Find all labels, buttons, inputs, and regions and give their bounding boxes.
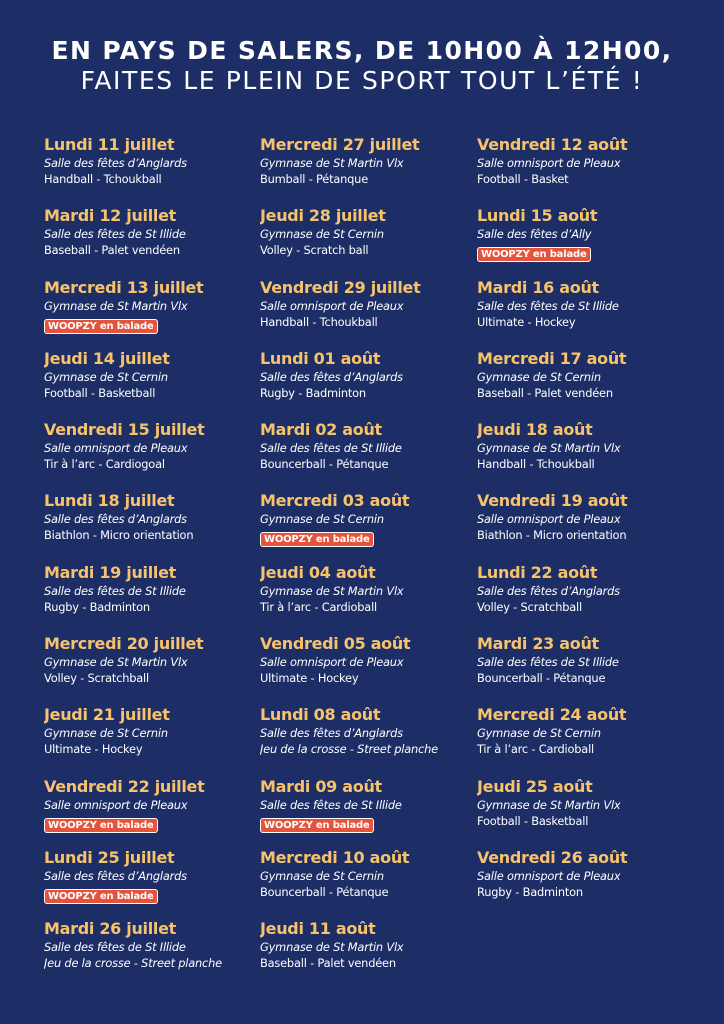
schedule-entry: [477, 419, 687, 490]
event-venue: Salle des fêtes de St Illide: [44, 227, 186, 242]
page-header: [0, 36, 724, 96]
event-venue: Salle omnisport de Pleaux: [477, 512, 621, 527]
event-venue: Salle des fêtes d’Anglards: [260, 726, 403, 741]
event-sports: Tir à l’arc - Cardioball: [260, 599, 378, 614]
event-sports: Volley - Scratchball: [477, 599, 582, 614]
event-sports: Handball - Tchoukball: [260, 314, 378, 329]
event-venue: Salle des fêtes de St Illide: [260, 441, 402, 456]
schedule-entry: [260, 205, 470, 276]
event-date: Vendredi 12 août: [477, 135, 628, 154]
event-venue: Salle des fêtes d’Anglards: [44, 868, 187, 883]
event-sports: Football - Basketball: [44, 385, 156, 400]
event-venue: Gymnase de St Martin Vlx: [477, 441, 621, 456]
event-venue: Salle des fêtes de St Illide: [477, 655, 619, 670]
schedule-entry: [477, 633, 687, 704]
event-sports: Baseball - Palet vendéen: [477, 385, 613, 400]
schedule-entry: [477, 205, 687, 276]
event-venue: Salle des fêtes d’Anglards: [44, 156, 187, 170]
schedule-entry: [44, 847, 254, 918]
event-venue: Gymnase de St Martin Vlx: [260, 940, 404, 955]
event-venue: Gymnase de St Cernin: [260, 868, 384, 883]
event-date: Mercredi 27 juillet: [260, 135, 420, 154]
event-venue: Salle omnisport de Pleaux: [260, 298, 404, 313]
event-sports: Tir à l’arc - Cardioball: [477, 742, 595, 757]
event-date: Mercredi 24 août: [477, 705, 627, 725]
event-venue: Gymnase de St Cernin: [477, 369, 601, 384]
event-date: Jeudi 18 août: [477, 420, 593, 440]
schedule-entry: [260, 419, 470, 490]
woopzy-badge: WOOPZY en balade: [44, 319, 158, 334]
event-sports: Baseball - Palet vendéen: [260, 956, 396, 971]
schedule-entry: [44, 134, 254, 205]
schedule-entry: [44, 633, 254, 704]
event-venue: Salle des fêtes d’Ally: [477, 227, 592, 242]
event-date: Mercredi 17 août: [477, 348, 627, 368]
event-sports: Ultimate - Hockey: [44, 742, 143, 757]
event-date: Vendredi 19 août: [477, 491, 628, 511]
subheadline: FAITES LE PLEIN DE SPORT TOUT L’ÉTÉ !: [80, 66, 644, 95]
event-venue: Salle omnisport de Pleaux: [477, 156, 621, 170]
schedule-entry: [477, 704, 687, 775]
event-date: Lundi 15 août: [477, 206, 598, 226]
event-venue: Salle omnisport de Pleaux: [260, 655, 404, 670]
event-date: Jeudi 04 août: [260, 562, 376, 582]
woopzy-badge: WOOPZY en balade: [260, 532, 374, 547]
event-date: Mercredi 20 juillet: [44, 634, 204, 654]
event-sports: Baseball - Palet vendéen: [44, 243, 180, 258]
event-sports: Ultimate - Hockey: [260, 671, 359, 686]
woopzy-badge: WOOPZY en balade: [260, 818, 374, 833]
schedule-entry: [260, 134, 470, 205]
event-date: Mardi 16 août: [477, 277, 599, 297]
schedule-entry: [44, 348, 254, 419]
schedule-entry: [260, 704, 470, 775]
schedule-entry: [44, 277, 254, 348]
event-venue: Gymnase de St Martin Vlx: [44, 298, 188, 313]
event-date: Vendredi 26 août: [477, 847, 628, 867]
event-date: Vendredi 15 juillet: [44, 420, 205, 440]
event-venue: Gymnase de St Cernin: [44, 369, 168, 384]
schedule-entry: [44, 490, 254, 561]
event-date: Mercredi 03 août: [260, 491, 410, 511]
event-date: Jeudi 21 juillet: [44, 705, 170, 725]
event-sports: Handball - Tchoukball: [44, 172, 162, 186]
schedule-entry: [44, 205, 254, 276]
event-date: Mercredi 10 août: [260, 847, 410, 867]
event-venue: Gymnase de St Cernin: [260, 227, 384, 242]
event-date: Jeudi 25 août: [477, 776, 593, 796]
event-sports: Bouncerball - Pétanque: [477, 671, 606, 686]
event-sports: Bumball - Pétanque: [260, 172, 369, 186]
schedule-entry: [477, 134, 687, 205]
event-venue: Salle omnisport de Pleaux: [44, 441, 188, 456]
event-sports: Tir à l’arc - Cardiogoal: [44, 457, 165, 472]
event-date: Mardi 23 août: [477, 634, 599, 654]
schedule-entry: [44, 918, 254, 989]
event-sports: Volley - Scratchball: [44, 671, 149, 686]
event-venue: Gymnase de St Cernin: [477, 726, 601, 741]
event-venue: Salle des fêtes de St Illide: [44, 940, 186, 955]
schedule-entry: [260, 918, 470, 989]
event-sports: Bouncerball - Pétanque: [260, 884, 389, 899]
event-venue: Gymnase de St Cernin: [44, 726, 168, 741]
schedule-entry: [44, 776, 254, 847]
event-date: Lundi 08 août: [260, 705, 381, 725]
schedule-entry: [44, 704, 254, 775]
event-venue: Salle des fêtes d’Anglards: [44, 512, 187, 527]
event-sports: Rugby - Badminton: [260, 385, 366, 400]
event-date: Vendredi 22 juillet: [44, 776, 205, 796]
schedule-entry: [260, 490, 470, 561]
event-sports: Bouncerball - Pétanque: [260, 457, 389, 472]
event-date: Lundi 11 juillet: [44, 135, 175, 154]
event-venue: Salle des fêtes de St Illide: [44, 583, 186, 598]
event-date: Jeudi 28 juillet: [260, 206, 386, 226]
event-sports: Volley - Scratch ball: [260, 243, 369, 258]
event-venue: Gymnase de St Martin Vlx: [260, 583, 404, 598]
event-venue: Gymnase de St Martin Vlx: [477, 797, 621, 812]
event-date: Jeudi 11 août: [260, 919, 376, 939]
event-date: Mercredi 13 juillet: [44, 277, 204, 297]
event-venue: Salle des fêtes de St Illide: [477, 298, 619, 313]
schedule-column-2: [260, 134, 470, 990]
schedule-entry: [44, 419, 254, 490]
woopzy-badge: WOOPZY en balade: [44, 818, 158, 833]
event-sports: Jeu de la crosse - Street planche: [260, 742, 438, 757]
event-date: Mardi 09 août: [260, 776, 382, 796]
woopzy-badge: WOOPZY en balade: [44, 889, 158, 904]
schedule-entry: [477, 277, 687, 348]
event-date: Vendredi 05 août: [260, 634, 411, 654]
event-date: Vendredi 29 juillet: [260, 277, 421, 297]
event-date: Lundi 25 juillet: [44, 847, 175, 867]
event-date: Lundi 22 août: [477, 562, 598, 582]
event-sports: Biathlon - Micro orientation: [44, 528, 194, 543]
event-date: Lundi 01 août: [260, 348, 381, 368]
event-sports: Rugby - Badminton: [44, 599, 150, 614]
event-sports: Football - Basketball: [477, 813, 589, 828]
event-sports: Biathlon - Micro orientation: [477, 528, 627, 543]
event-venue: Salle omnisport de Pleaux: [44, 797, 188, 812]
schedule-entry: [477, 490, 687, 561]
schedule-entry: [260, 348, 470, 419]
event-venue: Gymnase de St Martin Vlx: [44, 655, 188, 670]
schedule-entry: [477, 562, 687, 633]
schedule-column-1: [44, 134, 254, 990]
event-date: Lundi 18 juillet: [44, 491, 175, 511]
event-venue: Gymnase de St Martin Vlx: [260, 156, 404, 170]
schedule-entry: [260, 562, 470, 633]
event-venue: Salle omnisport de Pleaux: [477, 868, 621, 883]
schedule-entry: [477, 847, 687, 918]
event-venue: Salle des fêtes d’Anglards: [260, 369, 403, 384]
event-sports: Ultimate - Hockey: [477, 314, 576, 329]
event-venue: Gymnase de St Cernin: [260, 512, 384, 527]
headline: EN PAYS DE SALERS, DE 10H00 À 12H00,: [51, 36, 673, 65]
schedule-entry: [477, 776, 687, 847]
schedule-entry: [44, 562, 254, 633]
event-venue: Salle des fêtes d’Anglards: [477, 583, 620, 598]
event-sports: Jeu de la crosse - Street planche: [44, 956, 222, 971]
event-date: Mardi 19 juillet: [44, 562, 176, 582]
schedule-column-3: [477, 134, 687, 918]
event-date: Mardi 02 août: [260, 420, 382, 440]
schedule-entry: [477, 348, 687, 419]
event-venue: Salle des fêtes de St Illide: [260, 797, 402, 812]
event-date: Mardi 26 juillet: [44, 919, 176, 939]
event-date: Mardi 12 juillet: [44, 206, 176, 226]
event-sports: Rugby - Badminton: [477, 884, 583, 899]
schedule-entry: [260, 847, 470, 918]
schedule-entry: [260, 776, 470, 847]
schedule-entry: [260, 633, 470, 704]
woopzy-badge: WOOPZY en balade: [477, 247, 591, 262]
event-sports: Football - Basket: [477, 172, 569, 186]
event-sports: Handball - Tchoukball: [477, 457, 595, 472]
event-date: Jeudi 14 juillet: [44, 348, 170, 368]
schedule-entry: [260, 277, 470, 348]
